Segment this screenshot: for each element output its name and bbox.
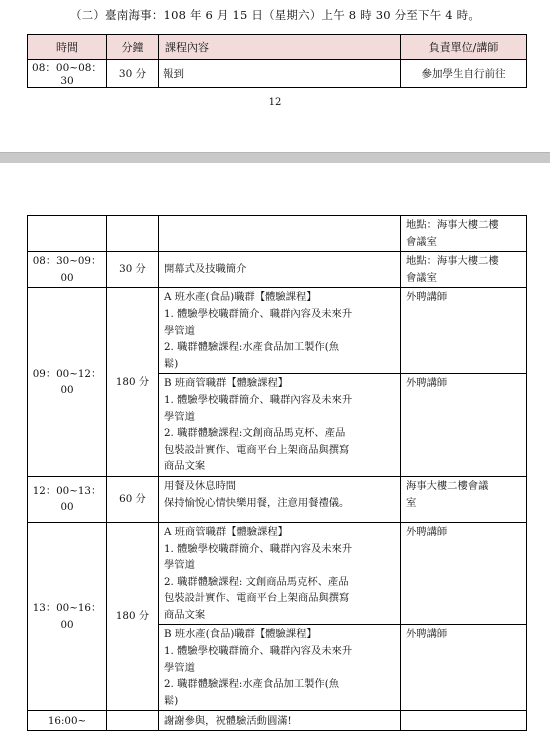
row-minutes: 60 分 — [107, 476, 159, 522]
header-time: 時間 — [28, 35, 107, 60]
row-unit-line: 海事大樓二樓會議 — [406, 479, 489, 492]
row-unit — [401, 522, 527, 625]
row-unit — [401, 711, 527, 731]
row-content-line: 1. 體驗學校職群簡介、職群內容及未來升 — [164, 645, 353, 658]
row-content-line: 包裝設計實作、電商平台上架商品與撰寫 — [164, 443, 350, 456]
row-content-line: B 班商管職群【體驗課程】 — [164, 377, 289, 390]
row-content-line: 1. 體驗學校職群簡介、職群內容及未來升 — [164, 393, 353, 406]
row-content-line: 學管道 — [164, 324, 195, 337]
row-content — [159, 288, 401, 374]
header-row — [28, 35, 527, 60]
row-unit — [401, 374, 527, 477]
row-minutes: 30 分 — [107, 252, 159, 288]
row-content-line: 謝謝參與，祝體驗活動圓滿! — [164, 714, 292, 727]
row-content-line: 2. 職群體驗課程:水產食品加工製作(魚 — [164, 678, 340, 691]
row-unit — [401, 288, 527, 374]
row-content-line: 商品文案 — [164, 460, 206, 473]
row-content-line: A 班商管職群【體驗課程】 — [164, 525, 288, 538]
row-content — [159, 522, 401, 625]
row-content — [159, 252, 401, 288]
row-content — [159, 216, 401, 252]
table-row — [28, 711, 527, 731]
row-content-line: 1. 體驗學校職群簡介、職群內容及未來升 — [164, 542, 353, 555]
row-content-line: 鬆) — [164, 694, 179, 707]
row-content-line: 保持愉悅心情快樂用餐，注意用餐禮儀。 — [164, 496, 350, 509]
table-row — [28, 522, 527, 625]
row-unit-line: 外聘講師 — [406, 377, 448, 390]
header-unit: 負責單位/講師 — [401, 35, 527, 60]
header-content: 課程內容 — [159, 35, 401, 60]
row-content — [159, 711, 401, 731]
row-content-line: 2. 職群體驗課程:文創商品馬克杯、產品 — [164, 427, 346, 440]
page-bottom — [0, 163, 550, 745]
row-content: 報到 — [159, 60, 401, 88]
row-minutes — [107, 216, 159, 252]
schedule-table — [27, 215, 527, 731]
row-time: 12：00~13：00 — [28, 476, 107, 522]
row-content-line: 商品文案 — [164, 608, 206, 621]
page-top — [0, 0, 550, 152]
row-minutes: 180 分 — [107, 288, 159, 477]
row-content-line: 2. 職群體驗課程:水產食品加工製作(魚 — [164, 341, 340, 354]
row-content-line: B 班水產(食品)職群【體驗課程】 — [164, 628, 317, 641]
schedule-heading: （二）臺南海事：108 年 6 月 15 日（星期六）上午 8 時 30 分至下午 4 時。 — [69, 8, 481, 22]
row-unit-line: 外聘講師 — [406, 525, 448, 538]
row-time: 16:00~ — [28, 711, 107, 731]
row-content-line: 學管道 — [164, 559, 195, 572]
row-unit — [401, 476, 527, 522]
table-row — [28, 216, 527, 252]
row-content — [159, 476, 401, 522]
row-content-line: 2. 職群體驗課程: 文創商品馬克杯、產品 — [164, 575, 349, 588]
row-time: 08：00~08：30 — [28, 60, 107, 88]
row-time — [28, 216, 107, 252]
row-minutes: 180 分 — [107, 522, 159, 711]
row-time: 08：30~09：00 — [28, 252, 107, 288]
row-unit-line: 外聘講師 — [406, 628, 448, 641]
row-content-line: 包裝設計實作、電商平台上架商品與撰寫 — [164, 592, 350, 605]
schedule-table-header — [27, 34, 527, 88]
row-unit-line: 會議室 — [406, 271, 437, 284]
header-minutes: 分鐘 — [107, 35, 159, 60]
row-unit: 參加學生自行前往 — [401, 60, 527, 88]
row-unit — [401, 216, 527, 252]
row-content — [159, 625, 401, 711]
row-content-line: 1. 體驗學校職群簡介、職群內容及未來升 — [164, 307, 353, 320]
row-content-line: 學管道 — [164, 661, 195, 674]
table-row — [28, 252, 527, 288]
row-time: 13：00~16：00 — [28, 522, 107, 711]
row-content — [159, 374, 401, 477]
row-content-line: 開幕式及技職簡介 — [164, 263, 247, 276]
row-unit-line: 地點：海事大樓二樓 — [406, 255, 499, 268]
row-minutes — [107, 711, 159, 731]
row-content-line: A 班水產(食品)職群【體驗課程】 — [164, 291, 317, 304]
row-unit — [401, 252, 527, 288]
table-row — [28, 476, 527, 522]
row-unit — [401, 625, 527, 711]
row-content-line: 用餐及休息時間 — [164, 479, 237, 492]
row-minutes: 30 分 — [107, 60, 159, 88]
row-content-line: 鬆) — [164, 357, 179, 370]
row-unit-line: 會議室 — [406, 235, 437, 248]
row-unit-line: 外聘講師 — [406, 291, 448, 304]
row-time: 09：00~12：00 — [28, 288, 107, 477]
row-unit-line: 室 — [406, 496, 417, 509]
page-number: 12 — [268, 97, 282, 108]
row-content-line: 學管道 — [164, 410, 195, 423]
table-row — [28, 288, 527, 374]
table-row — [28, 60, 527, 88]
row-unit-line: 地點：海事大樓二樓 — [406, 219, 499, 231]
